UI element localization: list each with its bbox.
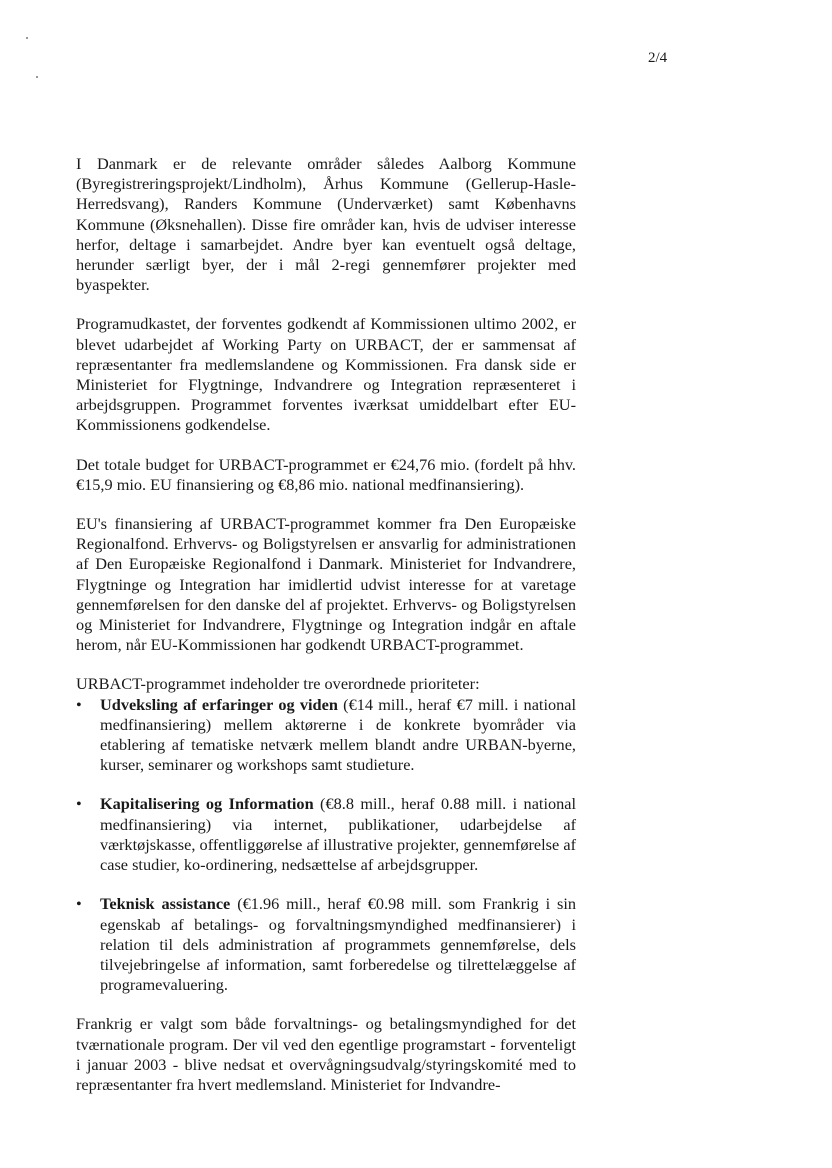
bullet-text: (€8.8 mill., heraf 0.88 mill. i national medfinansiering) via internet, publikationer, udarbejdelse af værktøjskasse, offentliggørelse af illustrative projekter, gennemførelse af case studier, ko-ordinering, nedsættelse af arbejdsgrupper. xyxy=(100,794,577,875)
paragraph-priorities-intro: URBACT-programmet indeholder tre overordnede prioriteter: xyxy=(76,674,480,694)
scan-speck xyxy=(26,37,28,39)
bullet-title: Kapitalisering og Information xyxy=(100,794,314,814)
list-item xyxy=(76,794,576,875)
paragraph-budget: Det totale budget for URBACT-programmet er €24,76 mio. (fordelt på hhv. €15,9 mio. EU finansiering og €8,86 mio. national medfinansiering). xyxy=(76,454,576,494)
bullet-text: (€14 mill., heraf €7 mill. i national medfinansiering) mellem aktørerne i de konkrete byområder via etablering af tematiske netværk mellem blandt andre URBAN-byerne, kurser, seminarer og workshops samt studieture. xyxy=(100,694,576,775)
paragraph-france-authority: Frankrig er valgt som både forvaltnings- og betalingsmyndighed for det tværnationale program. Der vil ved den egentlige programstart - forventeligt i januar 2003 - blive nedsat et overvågningsudvalg/styringskomité med to repræsentanter fra hvert medlemsland. Ministeriet for Indvandre- xyxy=(76,1014,576,1094)
list-item xyxy=(76,695,576,776)
bullet-text: (€1.96 mill., heraf €0.98 mill. som Frankrig i sin egenskab af betalings- og forvaltningsmyndighed medfinansierer) i relation til dels administration af programmets gennemførelse, dels tilvejebringelse af information, samt forberedelse og tilrettelæggelse af programevaluering. xyxy=(100,894,577,995)
paragraph-program-draft: Programudkastet, der forventes godkendt af Kommissionen ultimo 2002, er blevet udarbejdet af Working Party on URBACT, der er sammensat af repræsentanter fra medlemslandene og Kommissionen. Fra dansk side er Ministeriet for Flygtninge, Indvandrere og Integration repræsenteret i arbejdsgruppen. Programmet forventes iværksat umiddelbart efter EU-Kommissionens godkendelse. xyxy=(76,314,576,435)
bullet-icon: • xyxy=(76,794,82,814)
bullet-title: Udveksling af erfaringer og viden xyxy=(100,694,338,714)
document-body xyxy=(76,154,576,1095)
priorities-list xyxy=(76,695,576,996)
bullet-icon: • xyxy=(76,894,82,914)
list-item xyxy=(76,894,576,995)
bullet-icon: • xyxy=(76,694,82,714)
paragraph-municipalities: I Danmark er de relevante områder således Aalborg Kommune (Byregistreringsprojekt/Lindholm), Århus Kommune (Gellerup-Hasle-Herredsvang), Randers Kommune (Underværket) samt Københavns Kommune (Øksnehallen). Disse fire områder kan, hvis de udviser interesse herfor, deltage i samarbejdet. Andre byer kan eventuelt også deltage, herunder særligt byer, der i mål 2-regi gennemfører projekter med byaspekter. xyxy=(76,154,576,295)
paragraph-eu-financing: EU's finansiering af URBACT-programmet kommer fra Den Europæiske Regionalfond. Erhvervs- og Boligstyrelsen er ansvarlig for administrationen af Den Europæiske Regionalfond i Danmark. Ministeriet for Indvandrere, Flygtninge og Integration har imidlertid udvist interesse for at varetage gennemførelsen for den danske del af projektet. Erhvervs- og Boligstyrelsen og Ministeriet for Indvandrere, Flygtninge og Integration indgår en aftale herom, når EU-Kommissionen har godkendt URBACT-programmet. xyxy=(76,514,576,655)
page-number: 2/4 xyxy=(648,50,668,66)
bullet-title: Teknisk assistance xyxy=(100,894,231,914)
scan-speck xyxy=(36,76,38,78)
